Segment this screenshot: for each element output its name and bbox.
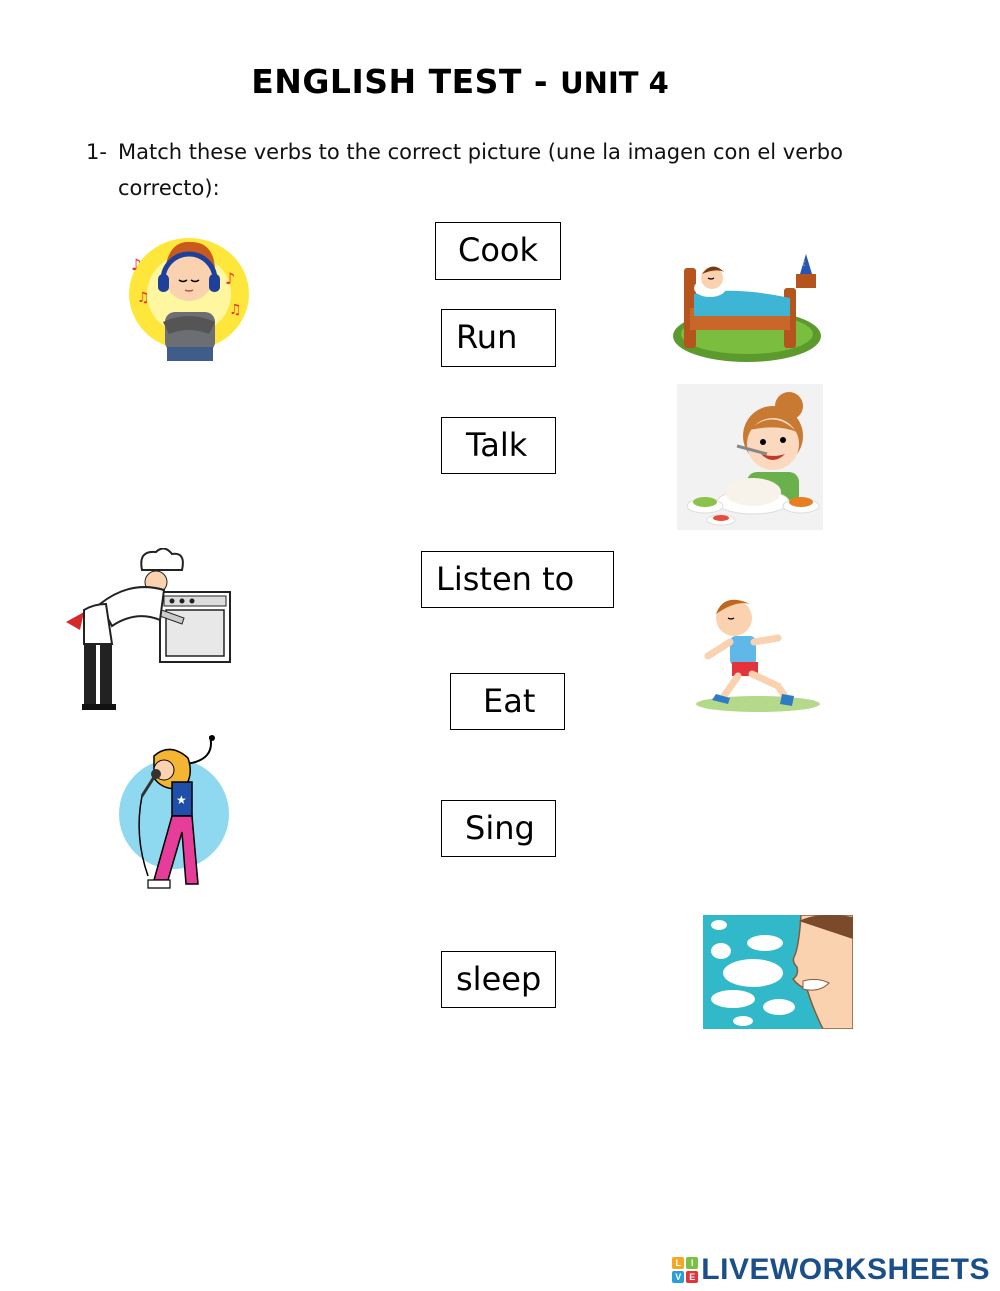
title-unit: UNIT 4 xyxy=(560,66,669,100)
page-title xyxy=(0,62,920,101)
instruction-line-2: correcto): xyxy=(118,176,220,200)
logo-letter: V xyxy=(672,1271,684,1283)
word-label: Sing xyxy=(465,809,535,847)
svg-text:♪: ♪ xyxy=(131,255,142,274)
svg-text:☾: ☾ xyxy=(802,260,809,268)
word-label: Eat xyxy=(483,682,536,720)
logo-letter: E xyxy=(686,1271,698,1283)
eating-girl-icon[interactable] xyxy=(677,384,823,530)
question-number: 1- xyxy=(86,140,107,164)
cooking-chef-icon[interactable] xyxy=(60,548,232,718)
logo-letter: L xyxy=(672,1257,684,1269)
logo-letter: I xyxy=(686,1257,698,1269)
footer-brand[interactable] xyxy=(672,1252,990,1288)
word-label: sleep xyxy=(456,960,542,998)
instruction-line-1: Match these verbs to the correct picture (une la imagen con el verbo xyxy=(118,140,843,164)
word-label: Talk xyxy=(466,426,528,464)
word-box-talk[interactable] xyxy=(441,417,556,474)
word-box-eat[interactable] xyxy=(450,673,565,730)
svg-text:♫: ♫ xyxy=(137,290,150,306)
word-label: Listen to xyxy=(436,560,575,598)
listening-to-music-boy-icon[interactable] xyxy=(125,222,253,362)
instructions xyxy=(86,134,886,206)
word-box-sleep[interactable] xyxy=(441,951,556,1008)
talking-face-icon[interactable] xyxy=(703,915,853,1029)
word-label: Run xyxy=(456,318,518,356)
word-box-listen-to[interactable] xyxy=(421,551,614,608)
brand-name: LIVEWORKSHEETS xyxy=(701,1253,990,1286)
svg-text:♫: ♫ xyxy=(229,302,242,318)
svg-text:★: ★ xyxy=(176,793,187,807)
word-label: Cook xyxy=(458,231,539,269)
liveworksheets-logo-icon xyxy=(672,1257,698,1283)
title-main: ENGLISH TEST - xyxy=(251,62,561,101)
singing-girl-icon[interactable] xyxy=(118,734,230,894)
svg-text:♪: ♪ xyxy=(225,269,236,288)
word-box-cook[interactable] xyxy=(435,222,561,280)
running-boy-icon[interactable] xyxy=(694,590,820,714)
sleeping-boy-bed-icon[interactable] xyxy=(672,248,822,364)
word-box-sing[interactable] xyxy=(441,800,556,857)
word-box-run[interactable] xyxy=(441,309,556,367)
